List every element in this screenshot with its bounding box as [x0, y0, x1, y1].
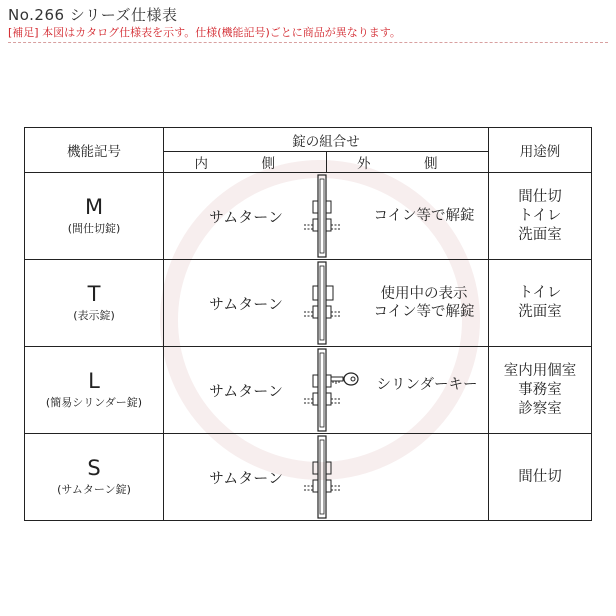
combo-cell	[164, 434, 489, 521]
table-row	[25, 434, 592, 521]
inside-text: サムターン	[209, 381, 283, 400]
outside-text	[362, 337, 492, 433]
col-header-inside: 内 側	[194, 156, 295, 172]
header-divider	[8, 42, 608, 43]
code-name: (簡易シリンダー錠)	[45, 396, 143, 409]
code-letter: L	[88, 369, 100, 393]
outside-text	[344, 260, 504, 346]
col-header-use: 用途例	[489, 128, 592, 173]
col-header-sides	[164, 152, 489, 173]
code-cell	[25, 173, 164, 260]
code-name: (サムターン錠)	[57, 483, 131, 496]
cylinder-key-icon	[330, 371, 360, 387]
use-item: トイレ	[518, 207, 562, 224]
use-item: 診察室	[518, 400, 562, 417]
col-header-outside: 外 側	[326, 152, 489, 172]
table-row	[25, 260, 592, 347]
col-header-code: 機能記号	[25, 128, 164, 173]
page-title: No.266 シリーズ仕様表	[8, 6, 178, 24]
use-item: 室内用個室	[503, 362, 577, 379]
use-item: 間仕切	[518, 468, 562, 485]
outside-line: コイン等で解錠	[373, 304, 475, 320]
outside-text	[344, 173, 504, 259]
table-row	[25, 347, 592, 434]
code-cell	[25, 260, 164, 347]
inside-text: サムターン	[209, 468, 283, 487]
combo-cell	[164, 260, 489, 347]
use-item: 洗面室	[518, 226, 562, 243]
note-text: 本図はカタログ仕様表を示す。仕様(機能記号)ごとに商品が異なります。	[42, 26, 401, 39]
use-cell	[489, 347, 592, 434]
outside-line: シリンダーキー	[376, 377, 478, 393]
col-header-combo: 錠の組合せ	[164, 128, 489, 152]
use-item: トイレ	[518, 285, 562, 301]
combo-cell	[164, 173, 489, 260]
use-cell	[489, 434, 592, 521]
spec-table	[24, 127, 592, 521]
code-cell	[25, 434, 164, 521]
note-tag: [補足]	[8, 26, 39, 39]
inside-text: サムターン	[209, 207, 283, 226]
door-lock-cross-section-icon	[296, 260, 346, 346]
supplement-note	[8, 24, 401, 40]
table-row	[25, 173, 592, 260]
inside-text: サムターン	[209, 294, 283, 313]
combo-cell	[164, 347, 489, 434]
use-item: 洗面室	[518, 304, 562, 320]
door-lock-cross-section-icon	[296, 173, 346, 259]
code-name: (間仕切錠)	[67, 222, 121, 235]
code-name: (表示錠)	[73, 309, 115, 322]
code-letter: T	[87, 282, 101, 306]
code-cell	[25, 347, 164, 434]
use-item: 間仕切	[518, 188, 562, 205]
door-lock-cross-section-icon	[296, 347, 346, 433]
use-item: 事務室	[518, 381, 562, 398]
code-letter: M	[84, 195, 104, 219]
outside-line: コイン等で解錠	[373, 208, 475, 224]
code-letter: S	[87, 456, 101, 480]
door-lock-cross-section-icon	[296, 434, 346, 520]
outside-line: 使用中の表示	[380, 286, 468, 302]
